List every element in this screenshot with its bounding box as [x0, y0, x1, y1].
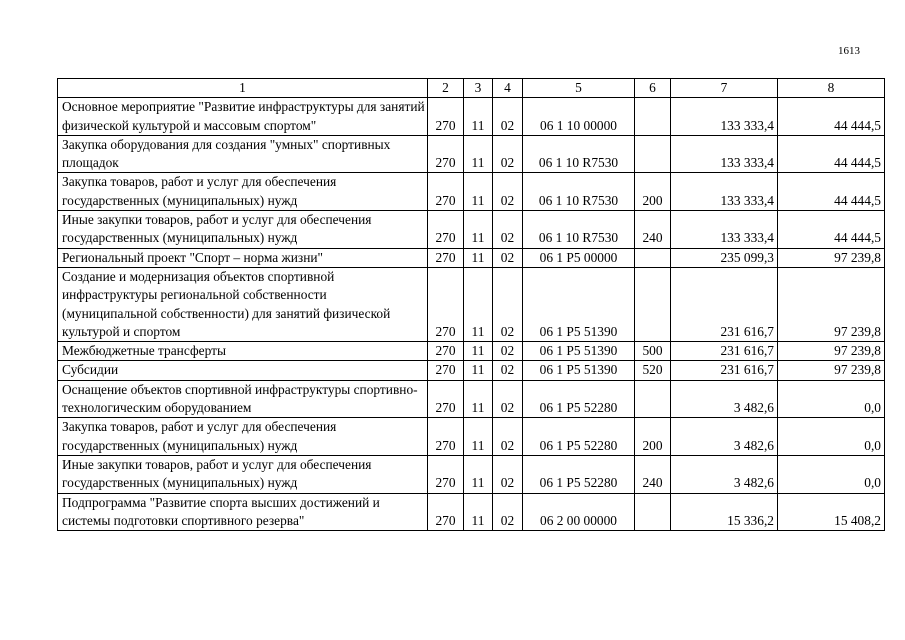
table-row [58, 173, 885, 211]
cell-amount-1: 231 616,7 [671, 342, 778, 361]
cell-section-code: 11 [464, 135, 493, 173]
cell-target-code: 06 1 P5 51390 [523, 342, 635, 361]
cell-name: Иные закупки товаров, работ и услуг для обеспечения государственных (муниципальных) нужд [58, 455, 428, 493]
table-row [58, 135, 885, 173]
table-body [58, 79, 885, 531]
cell-expense-type: 200 [635, 418, 671, 456]
cell-section-code: 11 [464, 248, 493, 267]
cell-name: Межбюджетные трансферты [58, 342, 428, 361]
cell-admin-code: 270 [428, 455, 464, 493]
cell-subsection-code: 02 [493, 455, 523, 493]
budget-table [57, 78, 885, 531]
cell-admin-code: 270 [428, 135, 464, 173]
cell-expense-type [635, 493, 671, 531]
table-row [58, 418, 885, 456]
cell-admin-code: 270 [428, 248, 464, 267]
cell-amount-1: 3 482,6 [671, 380, 778, 418]
cell-section-code: 11 [464, 342, 493, 361]
cell-admin-code: 270 [428, 267, 464, 341]
cell-admin-code: 270 [428, 342, 464, 361]
header-cell-1: 1 [58, 79, 428, 98]
cell-amount-2: 15 408,2 [778, 493, 885, 531]
table-row [58, 98, 885, 136]
cell-amount-1: 133 333,4 [671, 211, 778, 249]
cell-expense-type [635, 267, 671, 341]
cell-amount-2: 0,0 [778, 455, 885, 493]
cell-subsection-code: 02 [493, 418, 523, 456]
header-cell-7: 7 [671, 79, 778, 98]
cell-target-code: 06 1 P5 51390 [523, 361, 635, 380]
cell-name: Закупка оборудования для создания "умных" спортивных площадок [58, 135, 428, 173]
cell-expense-type [635, 380, 671, 418]
cell-expense-type: 500 [635, 342, 671, 361]
cell-expense-type [635, 135, 671, 173]
table-row [58, 455, 885, 493]
cell-amount-2: 97 239,8 [778, 248, 885, 267]
cell-subsection-code: 02 [493, 211, 523, 249]
cell-subsection-code: 02 [493, 173, 523, 211]
cell-target-code: 06 1 P5 51390 [523, 267, 635, 341]
cell-amount-2: 97 239,8 [778, 342, 885, 361]
header-cell-3: 3 [464, 79, 493, 98]
cell-amount-1: 235 099,3 [671, 248, 778, 267]
cell-name: Подпрограмма "Развитие спорта высших достижений и системы подготовки спортивного резерва" [58, 493, 428, 531]
cell-amount-1: 15 336,2 [671, 493, 778, 531]
cell-name: Региональный проект "Спорт – норма жизни" [58, 248, 428, 267]
cell-admin-code: 270 [428, 361, 464, 380]
cell-name: Основное мероприятие "Развитие инфраструктуры для занятий физической культурой и массовым спортом" [58, 98, 428, 136]
cell-amount-1: 231 616,7 [671, 267, 778, 341]
cell-amount-1: 133 333,4 [671, 173, 778, 211]
cell-expense-type: 520 [635, 361, 671, 380]
cell-target-code: 06 2 00 00000 [523, 493, 635, 531]
cell-section-code: 11 [464, 267, 493, 341]
cell-section-code: 11 [464, 361, 493, 380]
table-header-row [58, 79, 885, 98]
cell-name: Иные закупки товаров, работ и услуг для обеспечения государственных (муниципальных) нужд [58, 211, 428, 249]
cell-subsection-code: 02 [493, 361, 523, 380]
cell-subsection-code: 02 [493, 342, 523, 361]
cell-amount-1: 133 333,4 [671, 135, 778, 173]
table-row [58, 493, 885, 531]
cell-amount-2: 44 444,5 [778, 211, 885, 249]
cell-target-code: 06 1 10 00000 [523, 98, 635, 136]
cell-target-code: 06 1 P5 52280 [523, 380, 635, 418]
cell-amount-2: 97 239,8 [778, 267, 885, 341]
header-cell-2: 2 [428, 79, 464, 98]
table-row [58, 267, 885, 341]
cell-section-code: 11 [464, 455, 493, 493]
table-row [58, 211, 885, 249]
cell-amount-1: 3 482,6 [671, 418, 778, 456]
cell-name: Закупка товаров, работ и услуг для обеспечения государственных (муниципальных) нужд [58, 173, 428, 211]
cell-section-code: 11 [464, 211, 493, 249]
cell-target-code: 06 1 10 R7530 [523, 173, 635, 211]
cell-name: Оснащение объектов спортивной инфраструктуры спортивно-технологическим оборудованием [58, 380, 428, 418]
table-row [58, 380, 885, 418]
cell-admin-code: 270 [428, 173, 464, 211]
header-cell-4: 4 [493, 79, 523, 98]
cell-expense-type: 240 [635, 211, 671, 249]
cell-name: Создание и модернизация объектов спортивной инфраструктуры региональной собственности (муниципальной собственности) для занятий физической культурой и спортом [58, 267, 428, 341]
cell-subsection-code: 02 [493, 98, 523, 136]
cell-section-code: 11 [464, 418, 493, 456]
cell-section-code: 11 [464, 98, 493, 136]
table-row [58, 361, 885, 380]
cell-amount-2: 44 444,5 [778, 135, 885, 173]
cell-section-code: 11 [464, 380, 493, 418]
cell-expense-type [635, 248, 671, 267]
cell-section-code: 11 [464, 493, 493, 531]
cell-name: Закупка товаров, работ и услуг для обеспечения государственных (муниципальных) нужд [58, 418, 428, 456]
cell-expense-type [635, 98, 671, 136]
header-cell-8: 8 [778, 79, 885, 98]
cell-expense-type: 240 [635, 455, 671, 493]
cell-amount-2: 97 239,8 [778, 361, 885, 380]
table-row [58, 248, 885, 267]
cell-subsection-code: 02 [493, 135, 523, 173]
cell-amount-2: 44 444,5 [778, 173, 885, 211]
cell-admin-code: 270 [428, 211, 464, 249]
cell-amount-1: 133 333,4 [671, 98, 778, 136]
cell-subsection-code: 02 [493, 493, 523, 531]
cell-amount-2: 44 444,5 [778, 98, 885, 136]
header-cell-6: 6 [635, 79, 671, 98]
cell-target-code: 06 1 P5 52280 [523, 455, 635, 493]
cell-admin-code: 270 [428, 418, 464, 456]
cell-target-code: 06 1 P5 00000 [523, 248, 635, 267]
cell-name: Субсидии [58, 361, 428, 380]
cell-admin-code: 270 [428, 493, 464, 531]
header-cell-5: 5 [523, 79, 635, 98]
cell-amount-2: 0,0 [778, 418, 885, 456]
cell-target-code: 06 1 P5 52280 [523, 418, 635, 456]
cell-expense-type: 200 [635, 173, 671, 211]
cell-amount-1: 3 482,6 [671, 455, 778, 493]
cell-amount-1: 231 616,7 [671, 361, 778, 380]
cell-admin-code: 270 [428, 380, 464, 418]
cell-subsection-code: 02 [493, 380, 523, 418]
page-number: 1613 [838, 45, 860, 57]
cell-subsection-code: 02 [493, 267, 523, 341]
table-row [58, 342, 885, 361]
cell-subsection-code: 02 [493, 248, 523, 267]
cell-admin-code: 270 [428, 98, 464, 136]
cell-section-code: 11 [464, 173, 493, 211]
cell-amount-2: 0,0 [778, 380, 885, 418]
cell-target-code: 06 1 10 R7530 [523, 135, 635, 173]
cell-target-code: 06 1 10 R7530 [523, 211, 635, 249]
